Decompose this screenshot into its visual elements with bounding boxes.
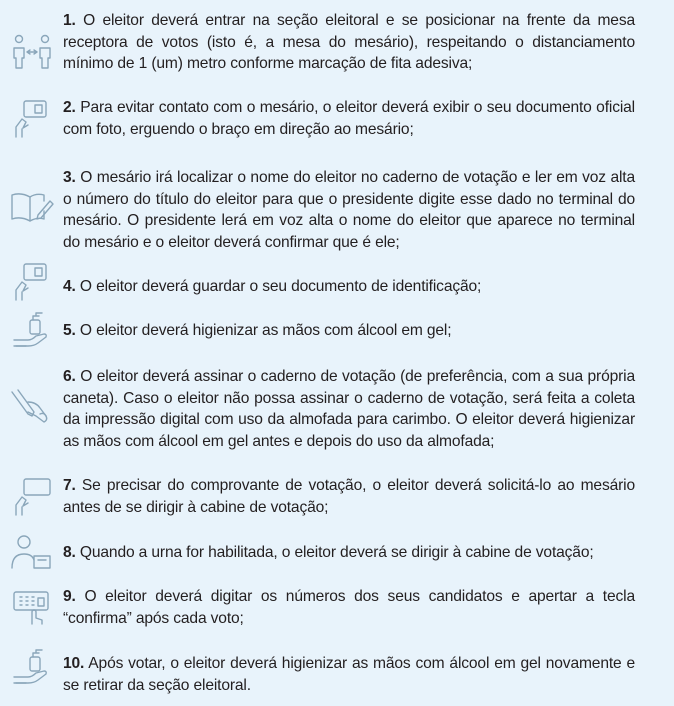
step-number: 10. [63,655,85,672]
people-distance-icon [10,32,54,72]
step-text: Após votar, o eleitor deverá higienizar as mãos com álcool em gel novamente e se retirar da seção eleitoral. [63,655,635,694]
step-text: O eleitor deverá entrar na seção eleitoral e se posicionar na frente da mesa receptora de votos (isto é, a mesa do mesário), respeitando o distanciamento mínimo de 1 (um) metro conforme marcação de fita adesiva; [63,12,635,73]
hand-pen-icon [10,386,54,426]
step-text: Para evitar contato com o mesário, o eleitor deverá exibir o seu documento oficial com foto, erguendo o braço em direção ao mesário; [63,99,635,138]
step-number: 6. [63,368,76,385]
step-text: O eleitor deverá guardar o seu documento de identificação; [79,278,482,295]
step-text: Quando a urna for habilitada, o eleitor deverá se dirigir à cabine de votação; [79,544,594,561]
step-number: 9. [63,588,76,605]
step-number: 2. [63,99,76,116]
step-number: 5. [63,322,76,339]
keypad-hand-icon [10,586,54,626]
step-text: Se precisar do comprovante de votação, o eleitor deverá solicitá-lo ao mesário antes de se dirigir à cabine de votação; [63,477,635,516]
step-text: O eleitor deverá higienizar as mãos com álcool em gel; [79,322,452,339]
voter-booth-icon [10,532,54,572]
book-pen-icon [10,187,54,227]
step-number: 3. [63,169,76,186]
step-text: O eleitor deverá digitar os números dos seus candidatos e apertar a tecla “confirma” após cada voto; [63,588,635,627]
step-number: 8. [63,544,76,561]
step-text: O eleitor deverá assinar o caderno de votação (de preferência, com a sua própria caneta). Caso o eleitor não possa assinar o caderno de votação, será feita a coleta da impressão digital com uso da almofada para carimbo. O eleitor deverá higienizar as mãos com álcool em gel antes e depois do uso da almofada; [63,368,635,451]
hand-id-card-icon [10,99,54,139]
step-number: 1. [63,12,76,29]
step-text: O mesário irá localizar o nome do eleitor no caderno de votação e ler em voz alta o número do título do eleitor para que o presidente digite esse dado no terminal do mesário. O presidente lerá em voz alta o nome do eleitor que aparece no terminal do mesário e o eleitor deverá confirmar que é ele; [63,169,635,252]
step-number: 4. [63,278,76,295]
hand-id-card-icon [10,262,54,302]
hand-sanitizer-icon [10,647,54,687]
hand-sanitizer-icon [10,310,54,350]
hand-receipt-icon [10,477,54,517]
step-number: 7. [63,477,76,494]
